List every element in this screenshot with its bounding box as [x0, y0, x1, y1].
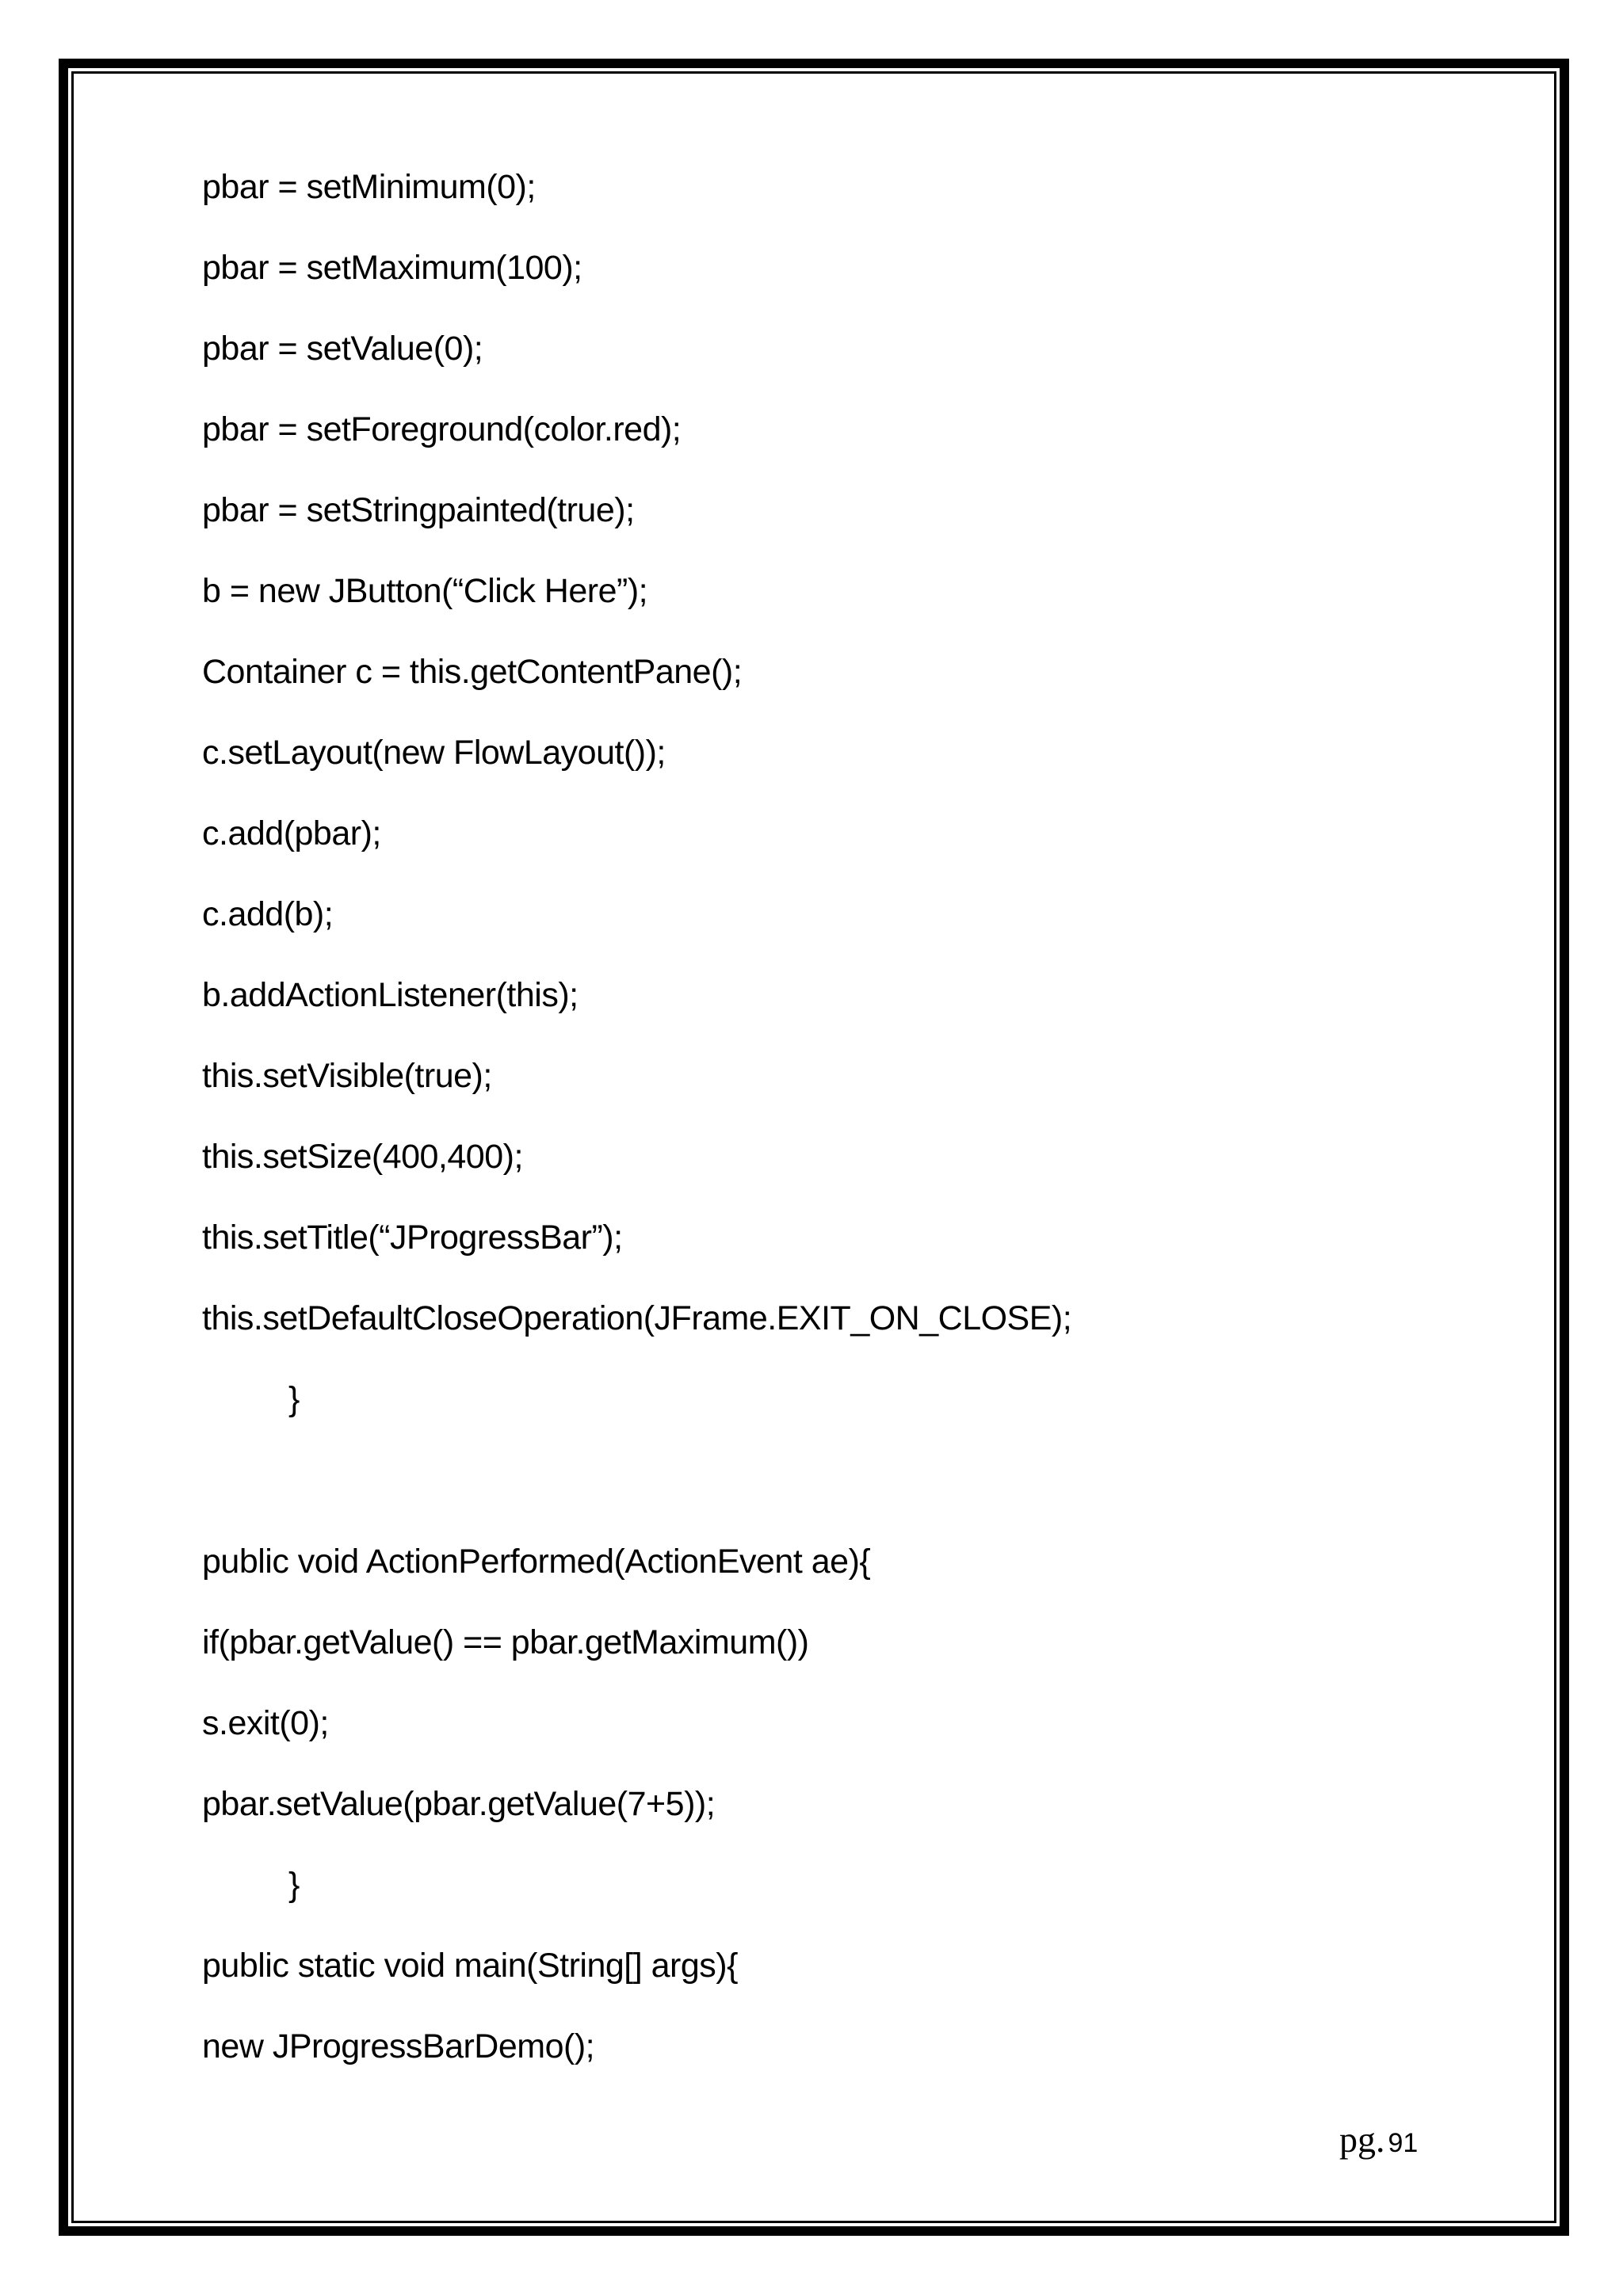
code-line: if(pbar.getValue() == pbar.getMaximum()): [202, 1623, 809, 1661]
code-line: c.add(pbar);: [202, 814, 381, 852]
code-line: c.add(b);: [202, 895, 334, 933]
page-number: [1339, 2119, 1418, 2161]
code-line: new JProgressBarDemo();: [202, 2027, 595, 2065]
code-line: Container c = this.getContentPane();: [202, 653, 743, 691]
code-line: this.setDefaultCloseOperation(JFrame.EXIT_ON_CLOSE);: [202, 1299, 1072, 1337]
code-line: pbar = setValue(0);: [202, 330, 483, 368]
code-line: pbar = setStringpainted(true);: [202, 491, 635, 529]
page-number-label: pg.: [1339, 2119, 1385, 2160]
code-line: c.setLayout(new FlowLayout());: [202, 734, 666, 772]
code-line: pbar = setMaximum(100);: [202, 249, 582, 287]
page-number-value: 91: [1388, 2128, 1419, 2158]
code-line: public static void main(String[] args){: [202, 1947, 738, 1985]
code-line: pbar.setValue(pbar.getValue(7+5));: [202, 1785, 716, 1823]
code-line: public void ActionPerformed(ActionEvent ae){: [202, 1543, 871, 1581]
code-line: }: [288, 1380, 300, 1418]
code-line: }: [288, 1866, 300, 1904]
code-line: b.addActionListener(this);: [202, 976, 579, 1014]
code-line: this.setSize(400,400);: [202, 1138, 523, 1176]
code-line: pbar = setForeground(color.red);: [202, 410, 682, 448]
code-line: this.setTitle(“JProgressBar”);: [202, 1219, 623, 1257]
code-line: b = new JButton(“Click Here”);: [202, 572, 648, 610]
code-line: s.exit(0);: [202, 1704, 329, 1742]
code-line: this.setVisible(true);: [202, 1057, 492, 1095]
code-line: pbar = setMinimum(0);: [202, 168, 536, 206]
